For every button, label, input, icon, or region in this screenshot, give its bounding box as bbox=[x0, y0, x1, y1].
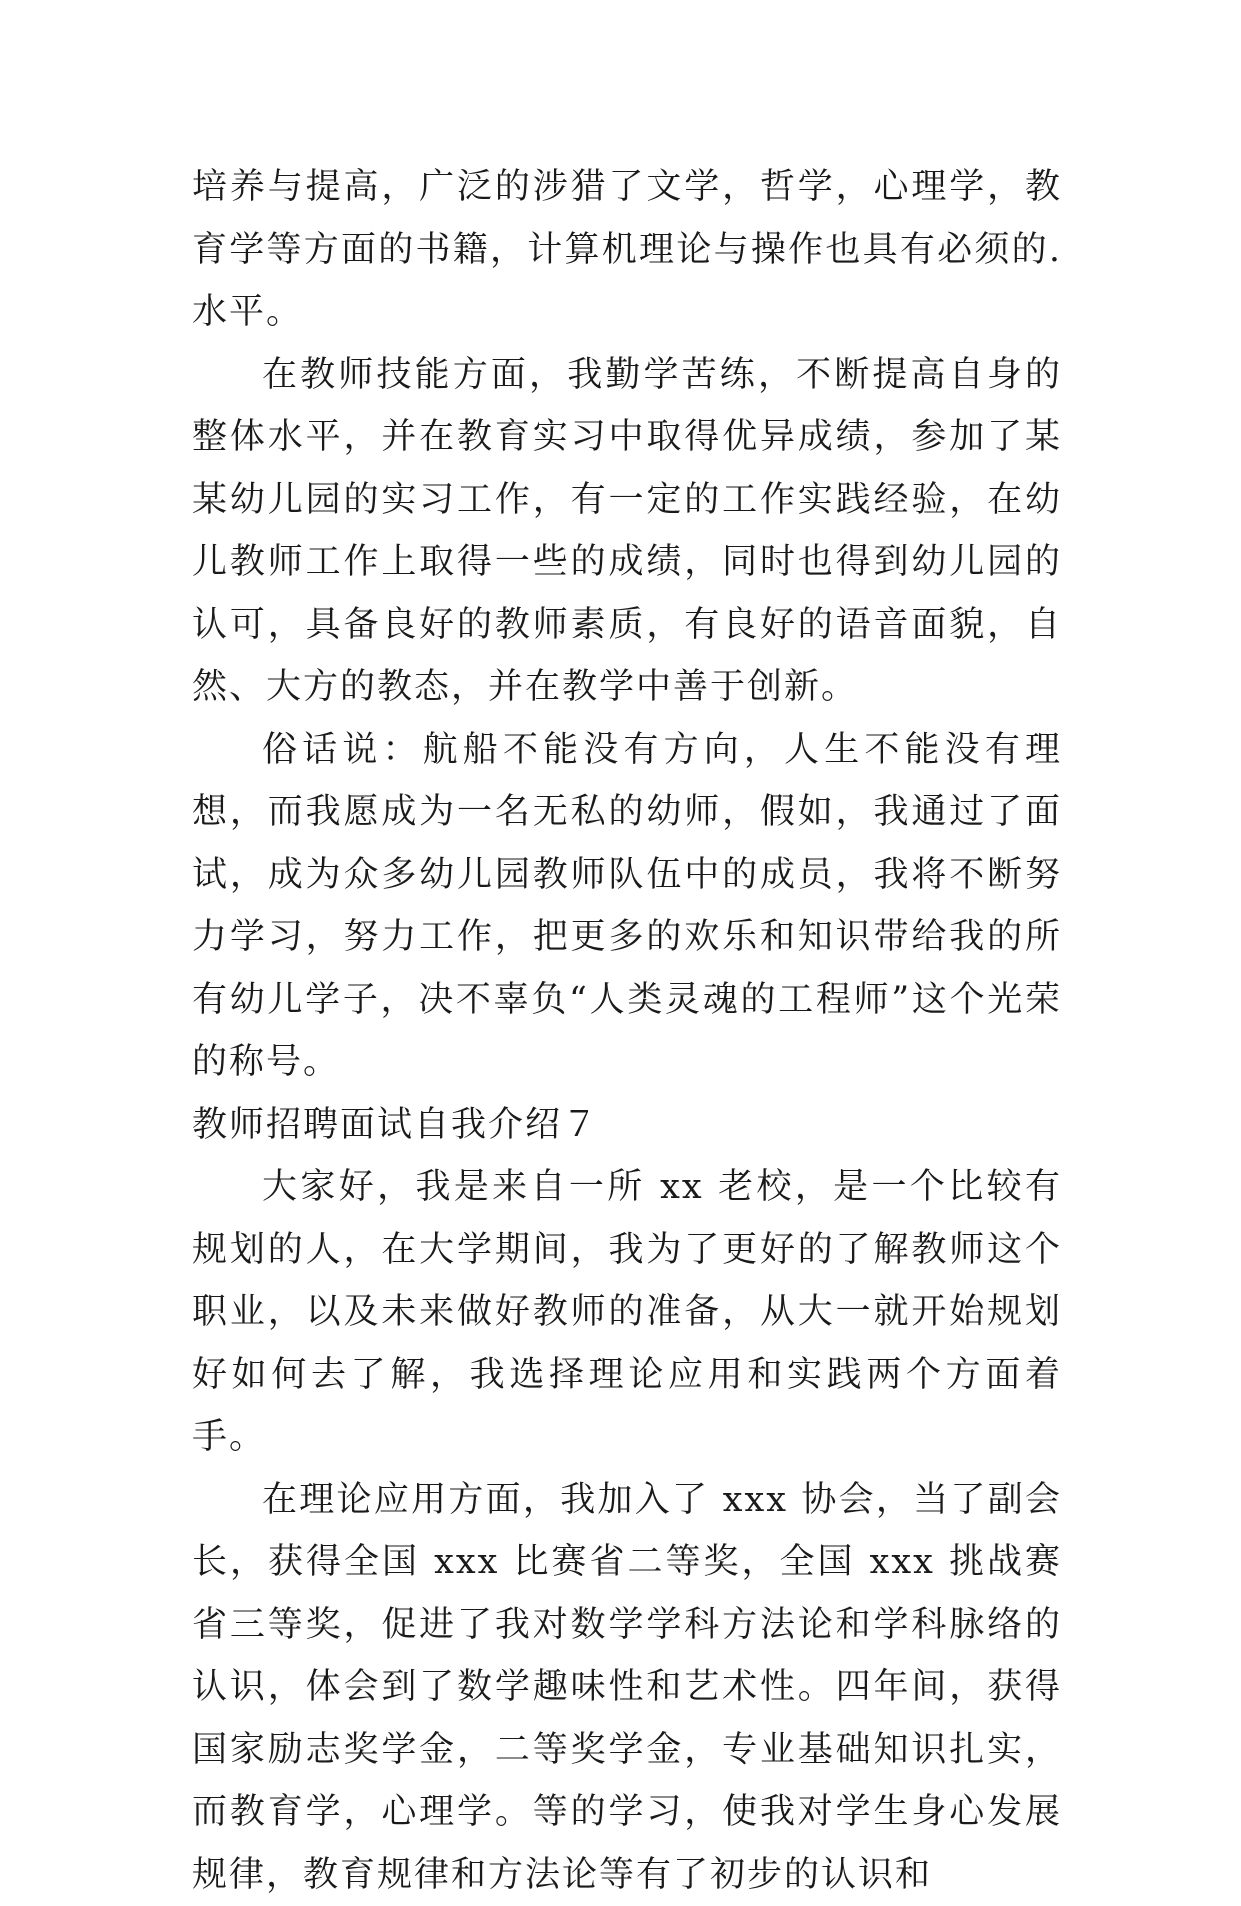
paragraph-introduction: 大家好，我是来自一所 xx 老校，是一个比较有规划的人，在大学期间，我为了更好的了解教师这个职业，以及未来做好教师的准备，从大一就开始规划好如何去了解，我选择理论应用和实践两个方面着手。 bbox=[192, 1156, 1062, 1469]
paragraph-aspiration: 俗话说：航船不能没有方向，人生不能没有理想，而我愿成为一名无私的幼师，假如，我通过了面试，成为众多幼儿园教师队伍中的成员，我将不断努力学习，努力工作，把更多的欢乐和知识带给我的所有幼儿学子，决不辜负“人类灵魂的工程师”这个光荣的称号。 bbox=[192, 719, 1062, 1094]
paragraph-theory-application: 在理论应用方面，我加入了 xxx 协会，当了副会长，获得全国 xxx 比赛省二等奖，全国 xxx 挑战赛省三等奖，促进了我对数学学科方法论和学科脉络的认识，体会到了数学趣味性和艺术性。四年间，获得国家励志奖学金，二等奖学金，专业基础知识扎实，而教育学，心理学。等的学习，使我对学生身心发展规律，教育规律和方法论等有了初步的认识和 bbox=[192, 1469, 1062, 1906]
document-body bbox=[192, 156, 1062, 1906]
paragraph-continuation: 培养与提高，广泛的涉猎了文学，哲学，心理学，教育学等方面的书籍，计算机理论与操作也具有必须的.水平。 bbox=[192, 156, 1062, 344]
paragraph-teaching-skills: 在教师技能方面，我勤学苦练，不断提高自身的整体水平，并在教育实习中取得优异成绩，参加了某某幼儿园的实习工作，有一定的工作实践经验，在幼儿教师工作上取得一些的成绩，同时也得到幼儿园的认可，具备良好的教师素质，有良好的语音面貌，自然、大方的教态，并在教学中善于创新。 bbox=[192, 344, 1062, 719]
section-heading: 教师招聘面试自我介绍７ bbox=[192, 1094, 1062, 1157]
